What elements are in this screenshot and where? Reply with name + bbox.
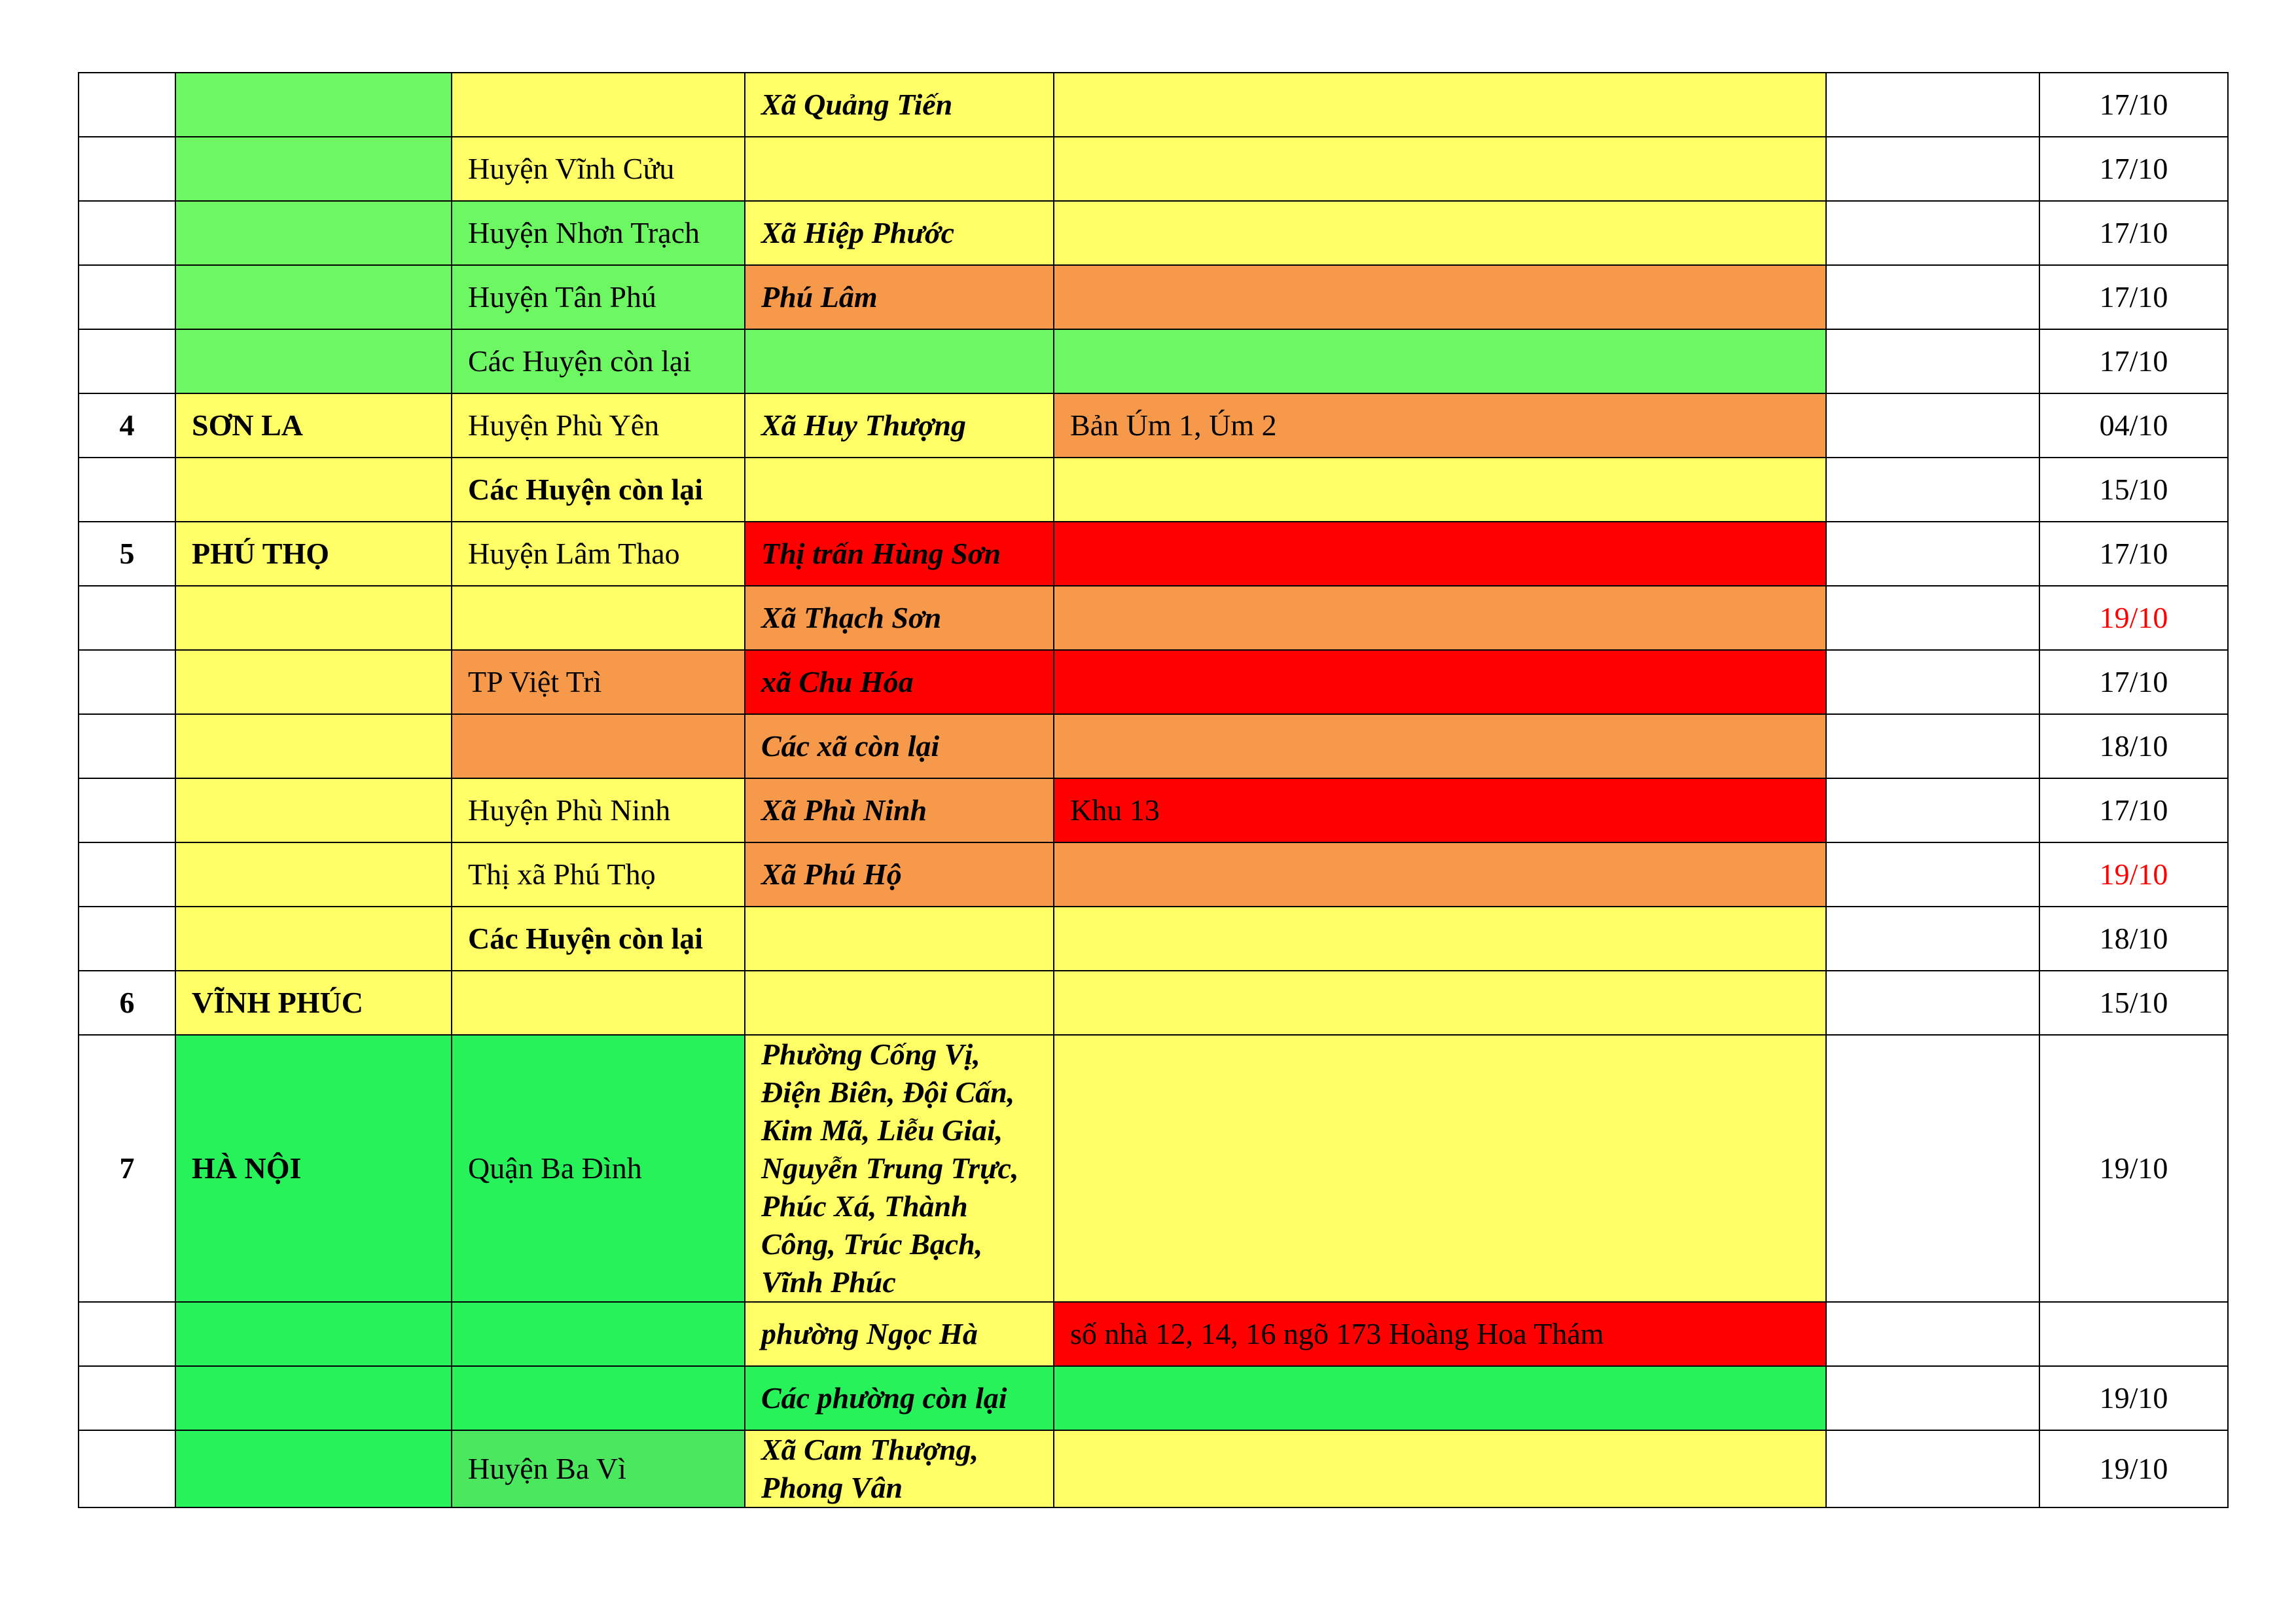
- date-cell: 17/10: [2039, 650, 2228, 714]
- note-cell: [1826, 1302, 2039, 1366]
- village-cell: [1054, 907, 1826, 971]
- commune-cell: xã Chu Hóa: [745, 650, 1054, 714]
- note-cell: [1826, 586, 2039, 650]
- date-cell: 19/10: [2039, 1430, 2228, 1507]
- date-cell: 17/10: [2039, 329, 2228, 393]
- table-row: [79, 971, 2228, 1035]
- village-cell: [1054, 714, 1826, 778]
- stt-cell: 6: [79, 971, 175, 1035]
- district-cell: Thị xã Phú Thọ: [452, 842, 745, 907]
- province-cell: [175, 137, 452, 201]
- village-cell: [1054, 458, 1826, 522]
- table-row: [79, 650, 2228, 714]
- province-cell: PHÚ THỌ: [175, 522, 452, 586]
- commune-cell: phường Ngọc Hà: [745, 1302, 1054, 1366]
- table-row: [79, 1430, 2228, 1507]
- stt-cell: [79, 586, 175, 650]
- district-cell: Các Huyện còn lại: [452, 907, 745, 971]
- stt-cell: [79, 778, 175, 842]
- district-cell: Huyện Ba Vì: [452, 1430, 745, 1507]
- note-cell: [1826, 458, 2039, 522]
- province-cell: SƠN LA: [175, 393, 452, 458]
- province-cell: [175, 329, 452, 393]
- table-row: [79, 1366, 2228, 1430]
- village-cell: [1054, 1035, 1826, 1302]
- table-row: [79, 1035, 2228, 1302]
- note-cell: [1826, 265, 2039, 329]
- village-cell: [1054, 137, 1826, 201]
- village-cell: [1054, 1430, 1826, 1507]
- village-cell: [1054, 522, 1826, 586]
- note-cell: [1826, 714, 2039, 778]
- commune-cell: [745, 458, 1054, 522]
- date-cell: 18/10: [2039, 714, 2228, 778]
- province-cell: [175, 1366, 452, 1430]
- village-cell: [1054, 650, 1826, 714]
- district-cell: [452, 73, 745, 137]
- note-cell: [1826, 650, 2039, 714]
- commune-cell: Xã Quảng Tiến: [745, 73, 1054, 137]
- note-cell: [1826, 1430, 2039, 1507]
- commune-cell: Xã Thạch Sơn: [745, 586, 1054, 650]
- table-row: [79, 73, 2228, 137]
- district-cell: Huyện Vĩnh Cửu: [452, 137, 745, 201]
- province-cell: [175, 586, 452, 650]
- commune-cell: [745, 907, 1054, 971]
- note-cell: [1826, 842, 2039, 907]
- date-cell: 17/10: [2039, 73, 2228, 137]
- note-cell: [1826, 522, 2039, 586]
- village-cell: [1054, 201, 1826, 265]
- village-cell: Bản Úm 1, Úm 2: [1054, 393, 1826, 458]
- district-cell: [452, 971, 745, 1035]
- date-cell: 17/10: [2039, 522, 2228, 586]
- note-cell: [1826, 1366, 2039, 1430]
- district-cell: Huyện Phù Ninh: [452, 778, 745, 842]
- table-row: [79, 586, 2228, 650]
- table-row: [79, 522, 2228, 586]
- date-cell: 15/10: [2039, 971, 2228, 1035]
- stt-cell: [79, 137, 175, 201]
- commune-cell: Xã Hiệp Phước: [745, 201, 1054, 265]
- stt-cell: [79, 458, 175, 522]
- village-cell: [1054, 73, 1826, 137]
- stt-cell: [79, 1366, 175, 1430]
- date-cell: 19/10: [2039, 1366, 2228, 1430]
- province-cell: [175, 907, 452, 971]
- district-cell: [452, 586, 745, 650]
- note-cell: [1826, 393, 2039, 458]
- commune-cell: Xã Cam Thượng, Phong Vân: [745, 1430, 1054, 1507]
- stt-cell: 4: [79, 393, 175, 458]
- stt-cell: [79, 1302, 175, 1366]
- table-row: [79, 458, 2228, 522]
- province-cell: [175, 201, 452, 265]
- note-cell: [1826, 201, 2039, 265]
- commune-cell: Xã Huy Thượng: [745, 393, 1054, 458]
- date-cell: 04/10: [2039, 393, 2228, 458]
- date-cell: 19/10: [2039, 586, 2228, 650]
- district-cell: Huyện Phù Yên: [452, 393, 745, 458]
- note-cell: [1826, 971, 2039, 1035]
- stt-cell: 7: [79, 1035, 175, 1302]
- commune-cell: [745, 329, 1054, 393]
- commune-cell: Thị trấn Hùng Sơn: [745, 522, 1054, 586]
- date-cell: [2039, 1302, 2228, 1366]
- province-cell: [175, 265, 452, 329]
- commune-cell: Phường Cống Vị, Điện Biên, Đội Cấn, Kim Mã, Liễu Giai, Nguyễn Trung Trực, Phúc Xá, Thành Công, Trúc Bạch, Vĩnh Phúc: [745, 1035, 1054, 1302]
- note-cell: [1826, 1035, 2039, 1302]
- district-cell: Huyện Tân Phú: [452, 265, 745, 329]
- village-cell: [1054, 971, 1826, 1035]
- province-cell: VĨNH PHÚC: [175, 971, 452, 1035]
- table-row: [79, 393, 2228, 458]
- commune-cell: Xã Phú Hộ: [745, 842, 1054, 907]
- zone-table: [78, 72, 2229, 1508]
- date-cell: 17/10: [2039, 137, 2228, 201]
- note-cell: [1826, 137, 2039, 201]
- stt-cell: [79, 73, 175, 137]
- note-cell: [1826, 907, 2039, 971]
- note-cell: [1826, 329, 2039, 393]
- province-cell: [175, 714, 452, 778]
- stt-cell: [79, 265, 175, 329]
- note-cell: [1826, 73, 2039, 137]
- stt-cell: 5: [79, 522, 175, 586]
- commune-cell: [745, 971, 1054, 1035]
- district-cell: Các Huyện còn lại: [452, 458, 745, 522]
- district-cell: [452, 714, 745, 778]
- commune-cell: [745, 137, 1054, 201]
- table-row: [79, 201, 2228, 265]
- note-cell: [1826, 778, 2039, 842]
- province-cell: HÀ NỘI: [175, 1035, 452, 1302]
- stt-cell: [79, 907, 175, 971]
- date-cell: 17/10: [2039, 778, 2228, 842]
- stt-cell: [79, 714, 175, 778]
- table-row: [79, 714, 2228, 778]
- stt-cell: [79, 1430, 175, 1507]
- village-cell: [1054, 1366, 1826, 1430]
- province-cell: [175, 73, 452, 137]
- village-cell: [1054, 586, 1826, 650]
- village-cell: [1054, 329, 1826, 393]
- district-cell: Huyện Nhơn Trạch: [452, 201, 745, 265]
- village-cell: [1054, 265, 1826, 329]
- district-cell: [452, 1366, 745, 1430]
- village-cell: Khu 13: [1054, 778, 1826, 842]
- commune-cell: Xã Phù Ninh: [745, 778, 1054, 842]
- date-cell: 15/10: [2039, 458, 2228, 522]
- stt-cell: [79, 650, 175, 714]
- table-row: [79, 778, 2228, 842]
- district-cell: [452, 1302, 745, 1366]
- commune-cell: Các xã còn lại: [745, 714, 1054, 778]
- province-cell: [175, 1430, 452, 1507]
- date-cell: 17/10: [2039, 265, 2228, 329]
- date-cell: 17/10: [2039, 201, 2228, 265]
- province-cell: [175, 458, 452, 522]
- stt-cell: [79, 329, 175, 393]
- commune-cell: Phú Lâm: [745, 265, 1054, 329]
- province-cell: [175, 778, 452, 842]
- village-cell: số nhà 12, 14, 16 ngõ 173 Hoàng Hoa Thám: [1054, 1302, 1826, 1366]
- stt-cell: [79, 842, 175, 907]
- table-row: [79, 265, 2228, 329]
- province-cell: [175, 1302, 452, 1366]
- province-cell: [175, 842, 452, 907]
- district-cell: TP Việt Trì: [452, 650, 745, 714]
- district-cell: Các Huyện còn lại: [452, 329, 745, 393]
- village-cell: [1054, 842, 1826, 907]
- table-row: [79, 137, 2228, 201]
- table-row: [79, 1302, 2228, 1366]
- stt-cell: [79, 201, 175, 265]
- date-cell: 19/10: [2039, 842, 2228, 907]
- table-row: [79, 907, 2228, 971]
- table-row: [79, 329, 2228, 393]
- date-cell: 18/10: [2039, 907, 2228, 971]
- commune-cell: Các phường còn lại: [745, 1366, 1054, 1430]
- province-cell: [175, 650, 452, 714]
- date-cell: 19/10: [2039, 1035, 2228, 1302]
- district-cell: Quận Ba Đình: [452, 1035, 745, 1302]
- district-cell: Huyện Lâm Thao: [452, 522, 745, 586]
- table-row: [79, 842, 2228, 907]
